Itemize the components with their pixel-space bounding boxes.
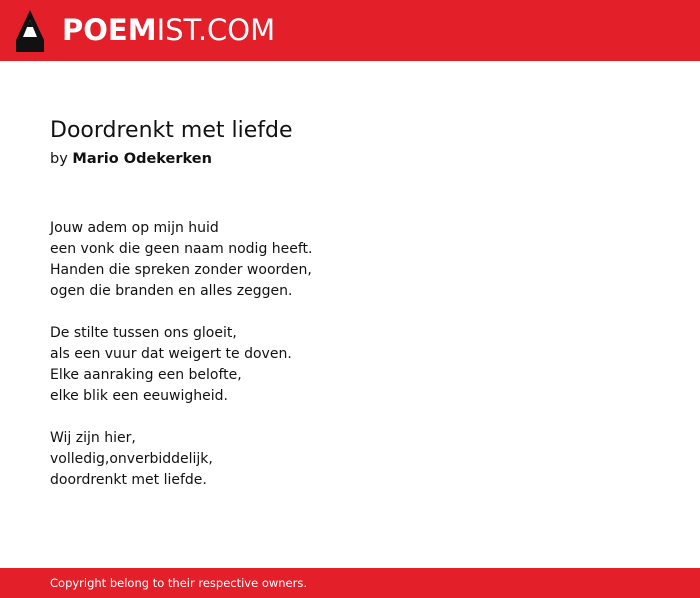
stanza — [50, 428, 313, 491]
author-name: Mario Odekerken — [72, 151, 212, 167]
site-footer — [0, 568, 700, 598]
by-label: by — [50, 151, 68, 167]
poem-line: doordrenkt met liefde. — [50, 472, 207, 488]
poem-line: Jouw adem op mijn huid — [50, 220, 219, 236]
poem-line: Handen die spreken zonder woorden, — [50, 262, 312, 278]
logo-bold-text: POEM — [62, 13, 157, 47]
poem-line: een vonk die geen naam nodig heeft. — [50, 241, 313, 257]
stanza — [50, 323, 313, 407]
poem-line: elke blik een eeuwigheid. — [50, 388, 228, 404]
stanza — [50, 218, 313, 302]
logo-light-text: IST.COM — [156, 13, 276, 47]
byline — [50, 149, 212, 169]
site-logo[interactable] — [62, 12, 275, 48]
copyright-text: Copyright belong to their respective owners. — [50, 576, 308, 590]
poem-line: Wij zijn hier, — [50, 430, 136, 446]
poem-body — [50, 218, 313, 512]
poem-line: volledig,onverbiddelijk, — [50, 451, 213, 467]
pencil-icon[interactable] — [16, 10, 44, 52]
poem-line: De stilte tussen ons gloeit, — [50, 325, 237, 341]
poem-line: als een vuur dat weigert te doven. — [50, 346, 292, 362]
poem-line: ogen die branden en alles zeggen. — [50, 283, 293, 299]
site-header — [0, 0, 700, 61]
poem-title: Doordrenkt met liefde — [50, 118, 293, 143]
poem-line: Elke aanraking een belofte, — [50, 367, 242, 383]
